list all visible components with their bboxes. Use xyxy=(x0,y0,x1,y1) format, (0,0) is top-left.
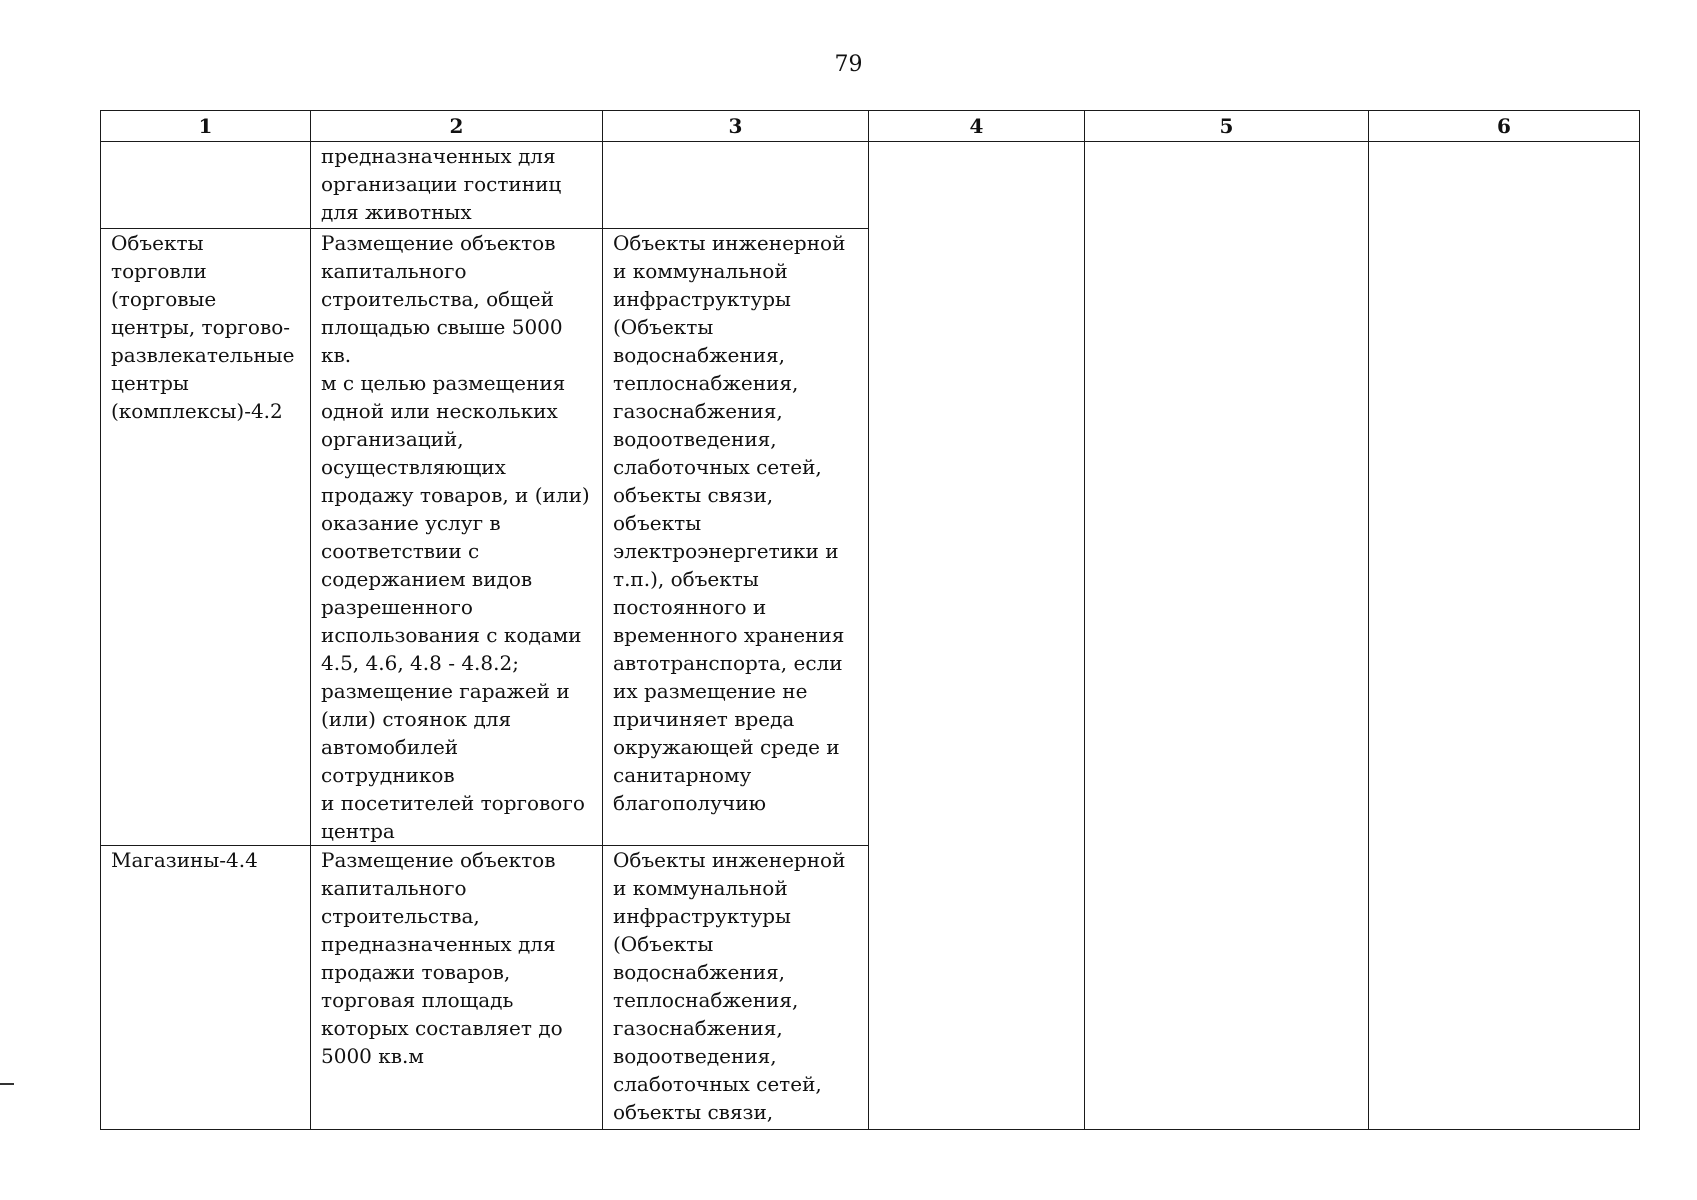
column-header-4: 4 xyxy=(869,111,1085,142)
column-4-cell xyxy=(869,142,1085,1130)
row-3-auxiliary-cell: Объекты инженерной и коммунальной инфраструктуры (Объекты водоснабжения, теплоснабжения, газоснабжения, водоотведения, слаботочных сетей, объекты связи, xyxy=(603,846,869,1130)
page-number: 79 xyxy=(834,52,863,77)
row-1-description-cell: предназначенных для организации гостиниц для животных xyxy=(311,142,603,229)
column-header-2: 2 xyxy=(311,111,603,142)
column-header-6: 6 xyxy=(1369,111,1640,142)
row-3-name-cell: Магазины-4.4 xyxy=(101,846,311,1130)
table-header-row xyxy=(101,111,1640,142)
row-3-description-cell: Размещение объектов капитального строительства, предназначенных для продажи товаров, торговая площадь которых составляет до 5000 кв.м xyxy=(311,846,603,1130)
column-header-5: 5 xyxy=(1085,111,1369,142)
table-row xyxy=(101,142,1640,229)
document-table xyxy=(100,110,1640,1130)
row-1-auxiliary-cell xyxy=(603,142,869,229)
row-2-name-cell: Объекты торговли (торговые центры, торгово- развлекательные центры (комплексы)-4.2 xyxy=(101,229,311,846)
row-1-name-cell xyxy=(101,142,311,229)
column-header-3: 3 xyxy=(603,111,869,142)
column-5-cell xyxy=(1085,142,1369,1130)
margin-mark xyxy=(0,1083,14,1085)
column-header-1: 1 xyxy=(101,111,311,142)
column-6-cell xyxy=(1369,142,1640,1130)
row-2-description-cell: Размещение объектов капитального строительства, общей площадью свыше 5000 кв. м с целью размещения одной или нескольких организаций, осуществляющих продажу товаров, и (или) оказание услуг в соответствии с содержанием видов разрешенного использования с кодами 4.5, 4.6, 4.8 - 4.8.2; размещение гаражей и (или) стоянок для автомобилей сотрудников и посетителей торгового центра xyxy=(311,229,603,846)
row-2-auxiliary-cell: Объекты инженерной и коммунальной инфраструктуры (Объекты водоснабжения, теплоснабжения, газоснабжения, водоотведения, слаботочных сетей, объекты связи, объекты электроэнергетики и т.п.), объекты постоянного и временного хранения автотранспорта, если их размещение не причиняет вреда окружающей среде и санитарному благополучию xyxy=(603,229,869,846)
